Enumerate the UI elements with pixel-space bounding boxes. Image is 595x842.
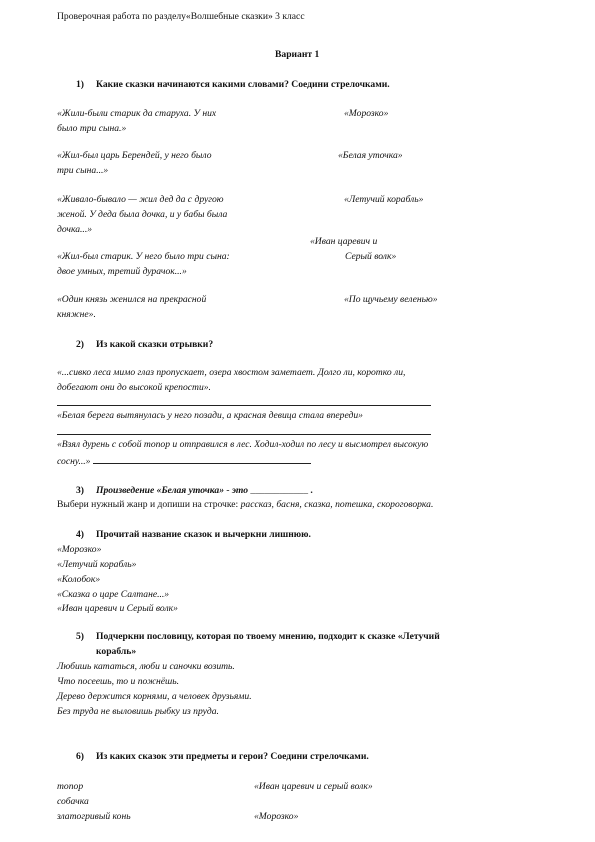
question-6-text: Из каких сказок эти предметы и герои? Соедини стрелочками. [96,751,369,762]
question-5-text-cont: корабль» [96,645,137,657]
q1-left-line: три сына...» [57,164,109,176]
q1-right-item: «Морозко» [344,108,389,119]
q5-proverb[interactable]: Дерево держится корнями, а человек друзьями. [57,690,252,702]
q4-item[interactable]: «Летучий корабль» [57,558,137,570]
question-5-text: Подчеркни пословицу, которая по твоему мнению, подходит к сказке «Летучий [96,631,440,642]
question-2 [76,338,213,353]
q2-excerpt-2: «Белая берега вытянулась у него позади, а красная девица стала впереди» [57,410,363,421]
question-6 [76,750,369,765]
q5-list [57,660,252,719]
answer-line[interactable] [93,453,311,464]
q3-answer-blank[interactable]: ____________ [250,485,308,496]
question-4 [76,528,311,543]
q1-left-item [57,193,227,238]
q2-excerpt-line: «...сивко леса мимо глаз пропускает, озера хвостом заметает. Долго ли, коротко ли, [57,367,406,378]
question-3 [76,484,313,499]
question-5 [76,630,440,660]
q6-right-item: «Морозко» [254,811,299,822]
question-4-text: Прочитай название сказок и вычеркни лишнюю. [96,529,311,540]
q2-excerpt-line: сосну...» [57,455,91,467]
question-4-number: 4) [76,529,84,540]
q3-instruction [57,498,433,513]
question-2-number: 2) [76,339,84,350]
q1-left-line: княжне». [57,308,96,320]
q4-list [57,543,178,617]
q1-left-line: «Жил-был старик. У него было три сына: [57,251,230,262]
q2-excerpt-3 [57,438,428,470]
q1-left-item [57,107,216,137]
question-6-number: 6) [76,751,84,762]
q2-excerpt-line: «Взял дурень с собой топор и отправился в лес. Ходил-ходил по лесу и высмотрел высокую [57,439,429,450]
q1-left-item [57,250,230,280]
question-5-number: 5) [76,631,84,642]
q5-proverb[interactable]: Без труда не выловишь рыбку из пруда. [57,705,219,717]
question-3-number: 3) [76,485,84,496]
q6-left-item: собачка [57,795,89,807]
q1-left-line: двое умных, третий дурачок...» [57,265,187,277]
q1-left-line: «Жили-были старик да старуха. У них [57,108,217,119]
q1-right-item: «Летучий корабль» [344,194,424,205]
question-3-text: Произведение «Белая уточка» - это [96,485,249,496]
q6-right-item: «Иван царевич и серый волк» [254,781,373,792]
q1-left-line: дочка...» [57,223,93,235]
q2-excerpt-line-wrap [57,453,428,470]
q5-proverb[interactable]: Что посеешь, то и пожнёшь. [57,675,180,687]
q2-excerpt-1 [57,366,405,396]
question-1 [76,78,390,93]
header-title: Проверочная работа по разделу«Волшебные сказки» 3 класс [57,11,305,22]
q1-left-item [57,149,212,179]
q4-item[interactable]: «Колобок» [57,573,101,585]
q1-left-line: «Один князь женился на прекрасной [57,294,207,305]
variant-title: Вариант 1 [275,49,320,60]
q3-instruction-label: Выбери нужный жанр и допиши на строчке: [57,499,241,510]
q4-item[interactable]: «Морозко» [57,544,102,555]
answer-line[interactable] [57,405,431,406]
question-1-number: 1) [76,79,84,90]
q1-left-line: «Живало-бывало — жил дед да с другою [57,194,224,205]
q6-left-item: златогривый конь [57,810,131,822]
q4-item[interactable]: «Иван царевич и Серый волк» [57,603,178,615]
q4-item[interactable]: «Сказка о царе Салтане...» [57,588,170,600]
q1-left-item [57,293,206,323]
q1-right-item: «Белая уточка» [338,150,403,161]
q2-excerpt-line: добегают они до высокой крепости». [57,381,211,393]
q1-right-item: «По щучьему веленью» [344,294,438,305]
answer-line[interactable] [57,434,431,435]
question-1-text: Какие сказки начинаются какими словами? Соедини стрелочками. [96,79,390,90]
q3-instruction-options: рассказ, басня, сказка, потешка, скороговорка. [240,499,434,510]
q1-left-line: «Жил-был царь Берендей, у него было [57,150,212,161]
q1-right-item: Серый волк» [345,251,397,262]
q1-left-line: женой. У деда была дочка, и у бабы была [57,208,228,220]
q6-left-item: топор [57,781,84,792]
q6-left-list [57,780,131,825]
q5-proverb[interactable]: Любишь кататься, люби и саночки возить. [57,661,235,672]
q3-end: . [310,485,313,496]
question-2-text: Из какой сказки отрывки? [96,339,214,350]
q1-left-line: было три сына.» [57,122,127,134]
q1-right-item: «Иван царевич и [310,236,378,247]
